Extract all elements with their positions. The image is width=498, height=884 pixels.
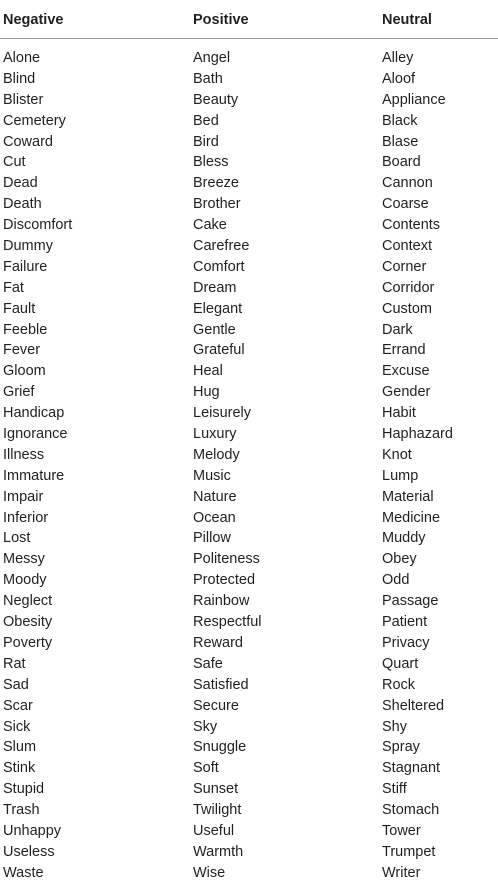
cell-neutral: Aloof [382, 70, 416, 87]
table-row [0, 696, 498, 717]
cell-positive: Beauty [193, 91, 239, 108]
header-positive: Positive [193, 12, 249, 28]
cell-neutral: Board [382, 154, 421, 171]
table-row [0, 654, 498, 675]
cell-neutral: Passage [382, 593, 439, 610]
table-row [0, 299, 498, 320]
table-row [0, 48, 498, 69]
cell-negative: Poverty [3, 634, 53, 651]
cell-neutral: Excuse [382, 363, 430, 380]
table-row [0, 717, 498, 738]
cell-positive: Sky [193, 718, 218, 735]
cell-neutral: Lump [382, 467, 419, 484]
cell-neutral: Corner [382, 258, 427, 275]
cell-neutral: Patient [382, 614, 428, 631]
table-row [0, 320, 498, 341]
cell-positive: Secure [193, 697, 239, 714]
table-row [0, 528, 498, 549]
cell-positive: Angel [193, 50, 231, 66]
cell-positive: Wise [193, 864, 226, 881]
cell-positive: Protected [193, 572, 256, 589]
cell-positive: Gentle [193, 321, 236, 338]
cell-neutral: Stiff [382, 781, 407, 798]
table-row [0, 382, 498, 403]
table-row [0, 591, 498, 612]
cell-negative: Dummy [3, 238, 53, 255]
cell-positive: Politeness [193, 551, 260, 568]
cell-negative: Handicap [3, 405, 65, 422]
cell-negative: Waste [3, 864, 44, 881]
cell-negative: Impair [3, 488, 44, 505]
cell-neutral: Writer [382, 864, 421, 881]
cell-positive: Snuggle [193, 739, 247, 756]
cell-positive: Brother [193, 196, 241, 213]
cell-positive: Soft [193, 760, 219, 777]
cell-negative: Fat [3, 279, 24, 296]
table-row [0, 779, 498, 800]
cell-neutral: Contents [382, 217, 441, 234]
cell-neutral: Privacy [382, 634, 430, 651]
cell-positive: Respectful [193, 614, 262, 631]
table-row [0, 424, 498, 445]
cell-neutral: Odd [382, 572, 410, 589]
cell-neutral: Obey [382, 551, 417, 568]
header-negative: Negative [3, 12, 64, 28]
cell-positive: Dream [193, 279, 237, 296]
table-row [0, 132, 498, 153]
cell-positive: Hug [193, 384, 220, 401]
cell-negative: Inferior [3, 509, 49, 526]
cell-negative: Coward [3, 133, 53, 150]
cell-positive: Pillow [193, 530, 231, 547]
cell-neutral: Gender [382, 384, 431, 401]
cell-negative: Grief [3, 384, 35, 401]
cell-negative: Stink [3, 760, 36, 777]
cell-negative: Blind [3, 70, 36, 87]
cell-positive: Leisurely [193, 405, 252, 422]
cell-neutral: Black [382, 112, 418, 129]
cell-positive: Nature [193, 488, 237, 505]
cell-positive: Melody [193, 446, 240, 463]
cell-positive: Elegant [193, 300, 243, 317]
cell-negative: Alone [3, 50, 41, 66]
cell-negative: Discomfort [3, 217, 73, 234]
cell-negative: Slum [3, 739, 37, 756]
cell-neutral: Appliance [382, 91, 446, 108]
table-row [0, 821, 498, 842]
table-body [0, 48, 498, 884]
cell-negative: Sad [3, 676, 29, 693]
cell-positive: Reward [193, 634, 243, 651]
cell-positive: Music [193, 467, 231, 484]
cell-negative: Unhappy [3, 822, 62, 839]
cell-negative: Cut [3, 154, 26, 171]
cell-negative: Moody [3, 572, 47, 589]
table-row [0, 257, 498, 278]
table-row [0, 173, 498, 194]
cell-negative: Rat [3, 655, 26, 672]
cell-neutral: Rock [382, 676, 416, 693]
cell-positive: Carefree [193, 238, 250, 255]
cell-neutral: Shy [382, 718, 407, 735]
table-row [0, 842, 498, 863]
cell-neutral: Knot [382, 446, 412, 463]
table-row [0, 152, 498, 173]
cell-neutral: Dark [382, 321, 413, 338]
cell-negative: Trash [3, 802, 40, 819]
cell-positive: Safe [193, 655, 223, 672]
cell-negative: Lost [3, 530, 31, 547]
cell-neutral: Material [382, 488, 434, 505]
cell-negative: Fault [3, 300, 36, 317]
cell-neutral: Custom [382, 300, 432, 317]
cell-negative: Stupid [3, 781, 45, 798]
cell-neutral: Quart [382, 655, 419, 672]
table-header-row [0, 0, 498, 38]
header-neutral: Neutral [382, 12, 432, 28]
cell-positive: Bed [193, 112, 219, 129]
cell-negative: Blister [3, 91, 44, 108]
cell-neutral: Stagnant [382, 760, 441, 777]
cell-positive: Luxury [193, 426, 237, 443]
table-row [0, 633, 498, 654]
table-row [0, 340, 498, 361]
cell-positive: Rainbow [193, 593, 250, 610]
cell-negative: Failure [3, 258, 48, 275]
table-row [0, 863, 498, 884]
table-row [0, 487, 498, 508]
cell-neutral: Cannon [382, 175, 433, 192]
cell-neutral: Blase [382, 133, 419, 150]
table-row [0, 69, 498, 90]
table-row [0, 549, 498, 570]
table-row [0, 508, 498, 529]
cell-negative: Messy [3, 551, 45, 568]
cell-neutral: Muddy [382, 530, 426, 547]
cell-positive: Ocean [193, 509, 236, 526]
cell-negative: Scar [3, 697, 33, 714]
table-row [0, 737, 498, 758]
cell-positive: Satisfied [193, 676, 249, 693]
cell-negative: Immature [3, 467, 65, 484]
cell-positive: Warmth [193, 843, 244, 860]
table-row [0, 800, 498, 821]
cell-negative: Useless [3, 843, 55, 860]
cell-negative: Illness [3, 446, 45, 463]
cell-positive: Cake [193, 217, 227, 234]
cell-positive: Sunset [193, 781, 239, 798]
cell-neutral: Trumpet [382, 843, 436, 860]
cell-negative: Ignorance [3, 426, 68, 443]
header-divider [0, 38, 498, 39]
cell-positive: Grateful [193, 342, 245, 359]
table-row [0, 90, 498, 111]
cell-negative: Fever [3, 342, 41, 359]
cell-neutral: Coarse [382, 196, 429, 213]
cell-neutral: Errand [382, 342, 426, 359]
cell-positive: Breeze [193, 175, 239, 192]
cell-negative: Dead [3, 175, 38, 192]
cell-neutral: Spray [382, 739, 420, 756]
cell-positive: Useful [193, 822, 235, 839]
cell-neutral: Stomach [382, 802, 440, 819]
cell-positive: Comfort [193, 258, 245, 275]
table-row [0, 466, 498, 487]
cell-neutral: Medicine [382, 509, 441, 526]
cell-neutral: Alley [382, 50, 414, 66]
table-row [0, 612, 498, 633]
table-row [0, 445, 498, 466]
table-row [0, 361, 498, 382]
table-row [0, 111, 498, 132]
cell-negative: Death [3, 196, 42, 213]
table-row [0, 675, 498, 696]
cell-positive: Heal [193, 363, 223, 380]
cell-neutral: Tower [382, 822, 421, 839]
cell-neutral: Context [382, 238, 432, 255]
table-row [0, 215, 498, 236]
cell-negative: Gloom [3, 363, 46, 380]
table-row [0, 278, 498, 299]
cell-neutral: Corridor [382, 279, 435, 296]
cell-neutral: Haphazard [382, 426, 453, 443]
cell-negative: Neglect [3, 593, 53, 610]
cell-negative: Obesity [3, 614, 53, 631]
cell-positive: Bless [193, 154, 229, 171]
cell-positive: Twilight [193, 802, 242, 819]
table-row [0, 236, 498, 257]
table-row [0, 570, 498, 591]
cell-positive: Bath [193, 70, 223, 87]
table-row [0, 403, 498, 424]
cell-positive: Bird [193, 133, 219, 150]
cell-neutral: Habit [382, 405, 416, 422]
cell-negative: Feeble [3, 321, 48, 338]
cell-negative: Sick [3, 718, 31, 735]
cell-negative: Cemetery [3, 112, 66, 129]
cell-neutral: Sheltered [382, 697, 445, 714]
table-row [0, 758, 498, 779]
table-row [0, 194, 498, 215]
